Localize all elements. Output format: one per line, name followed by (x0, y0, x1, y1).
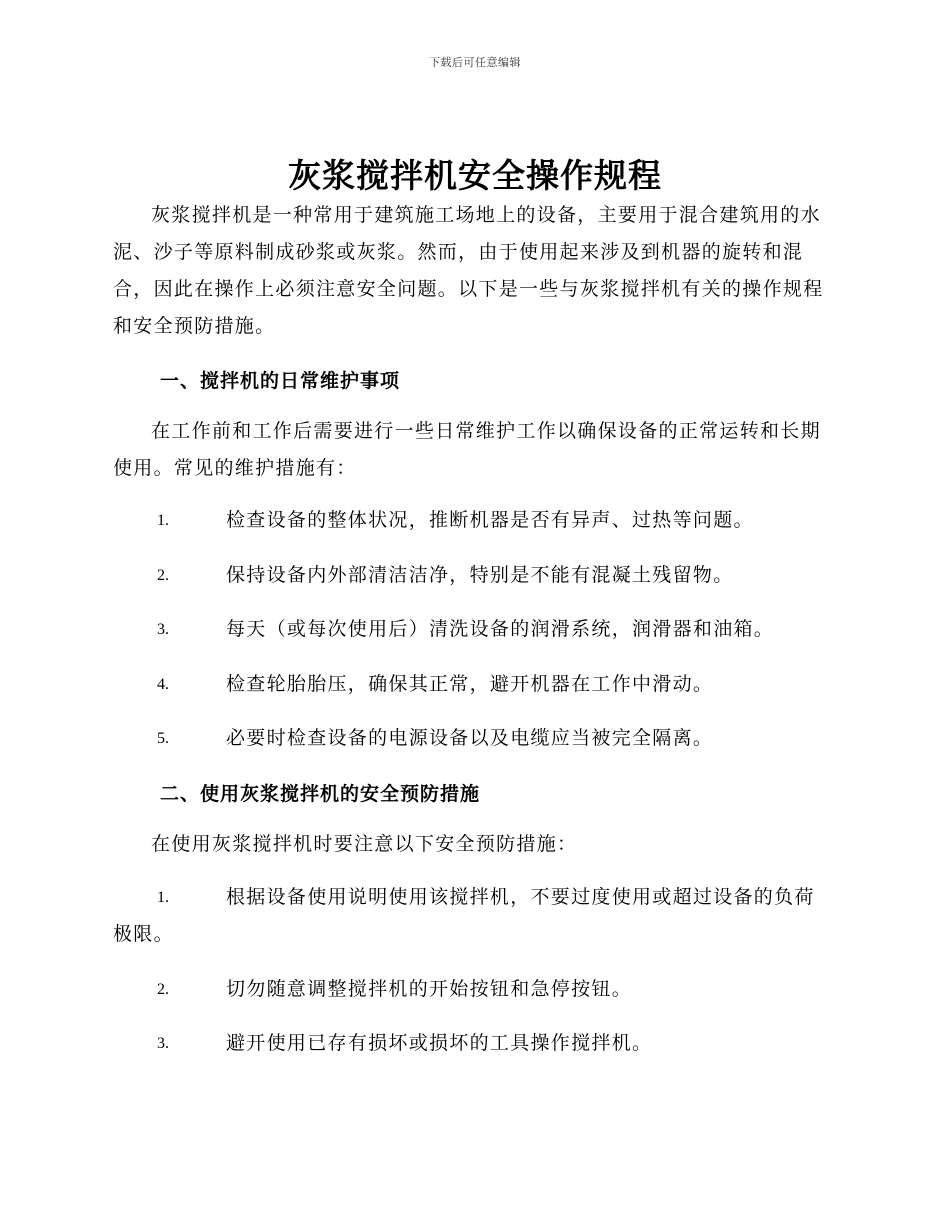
section-2-lead: 在使用灰浆搅拌机时要注意以下安全预防措施： (151, 833, 578, 855)
list-item (113, 879, 833, 953)
list-item-text: 切勿随意调整搅拌机的开始按钮和急停按钮。 (226, 978, 633, 1000)
list-item-number: 3. (157, 1035, 169, 1052)
list-item-text: 保持设备内外部清洁洁净，特别是不能有混凝土残留物。 (226, 564, 734, 586)
document-title: 灰浆搅拌机安全操作规程 (288, 156, 662, 195)
list-item-number: 5. (157, 730, 169, 747)
list-item-number: 2. (157, 567, 169, 584)
list-item-number: 1. (157, 512, 169, 529)
list-item-text: 根据设备使用说明使用该搅拌机，不要过度使用或超过设备的负荷极限。 (113, 886, 815, 945)
section-1-lead: 在工作前和工作后需要进行一些日常维护工作以确保设备的正常运转和长期使用。常见的维护措施有： (113, 420, 821, 479)
list-item (113, 611, 833, 648)
list-item-text: 避开使用已存有损坏或损坏的工具操作搅拌机。 (226, 1032, 653, 1054)
list-item (113, 666, 833, 703)
list-item-number: 1. (157, 889, 169, 906)
list-item-number: 4. (157, 676, 169, 693)
list-item (113, 502, 833, 539)
list-item-text: 必要时检查设备的电源设备以及电缆应当被完全隔离。 (226, 727, 714, 749)
list-item-number: 3. (157, 621, 169, 638)
section-1-heading: 一、搅拌机的日常维护事项 (160, 370, 401, 392)
list-item (113, 1025, 833, 1062)
list-item-text: 检查设备的整体状况，推断机器是否有异声、过热等问题。 (226, 509, 754, 531)
list-item (113, 557, 833, 594)
list-item-text: 每天（或每次使用后）清洗设备的润滑系统，润滑器和油箱。 (226, 618, 775, 640)
list-item-text: 检查轮胎胎压，确保其正常，避开机器在工作中滑动。 (226, 673, 714, 695)
list-item (113, 720, 833, 757)
intro-paragraph: 灰浆搅拌机是一种常用于建筑施工场地上的设备，主要用于混合建筑用的水泥、沙子等原料制成砂浆或灰浆。然而，由于使用起来涉及到机器的旋转和混合，因此在操作上必须注意安全问题。以下是一些与灰浆搅拌机有关的操作规程和安全预防措施。 (113, 204, 824, 337)
header-note: 下载后可任意编辑 (429, 56, 521, 69)
list-item (113, 971, 833, 1008)
section-2-heading: 二、使用灰浆搅拌机的安全预防措施 (160, 783, 481, 805)
list-item-number: 2. (157, 981, 169, 998)
